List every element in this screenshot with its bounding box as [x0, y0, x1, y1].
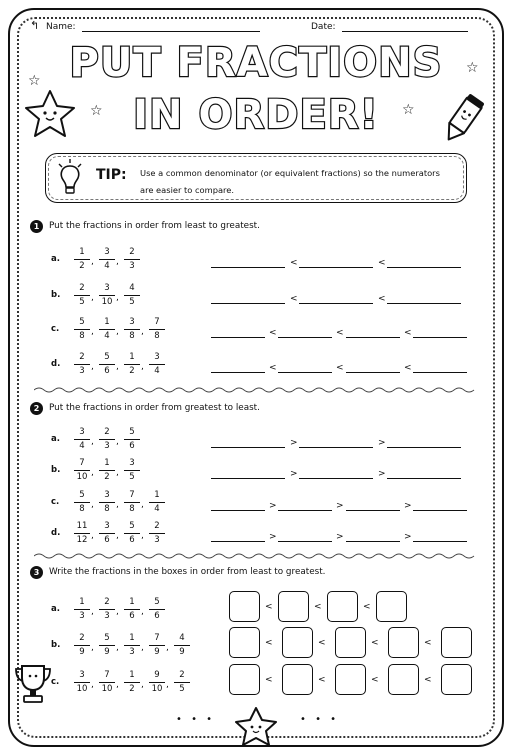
comparison-symbol: >	[404, 532, 412, 542]
comparison-symbol: <	[314, 602, 322, 612]
comparison-symbol: <	[424, 638, 432, 648]
answer-blank[interactable]	[299, 478, 373, 479]
answer-blank[interactable]	[413, 510, 467, 511]
problem-letter: a.	[51, 254, 60, 264]
problem-letter: a.	[51, 604, 60, 614]
comma-separator: ,	[116, 500, 119, 510]
denominator: 10	[101, 297, 113, 307]
numerator: 2	[174, 670, 190, 683]
comparison-symbol: <	[265, 638, 273, 648]
numerator: 1	[99, 317, 115, 330]
answer-box[interactable]	[229, 664, 260, 695]
comma-separator: ,	[116, 531, 119, 541]
answer-box[interactable]	[229, 627, 260, 658]
answer-blank[interactable]	[211, 372, 265, 373]
fraction	[124, 633, 140, 658]
section-3-title: Write the fractions in the boxes in order from least to greatest.	[49, 567, 326, 577]
denominator: 5	[79, 297, 85, 307]
comma-separator: ,	[166, 680, 169, 690]
numerator: 2	[74, 352, 90, 365]
denominator: 8	[79, 331, 85, 341]
comma-separator: ,	[141, 531, 144, 541]
answer-blank[interactable]	[278, 541, 332, 542]
fraction	[74, 521, 90, 546]
denominator: 2	[79, 261, 85, 271]
comparison-symbol: <	[265, 675, 273, 685]
denominator: 10	[151, 684, 163, 694]
section-3-number: 3	[30, 566, 43, 579]
footer-dots: • • •	[176, 714, 216, 725]
denominator: 4	[104, 331, 110, 341]
numerator: 2	[99, 427, 115, 440]
comparison-symbol: >	[378, 469, 386, 479]
fraction	[74, 247, 90, 272]
answer-blank[interactable]	[211, 267, 285, 268]
numerator: 3	[99, 521, 115, 534]
denominator: 4	[154, 366, 160, 376]
denominator: 4	[104, 261, 110, 271]
denominator: 6	[104, 535, 110, 545]
denominator: 4	[154, 504, 160, 514]
pencil-mark-icon: ↰	[30, 19, 40, 32]
numerator: 1	[124, 597, 140, 610]
denominator: 6	[104, 366, 110, 376]
comma-separator: ,	[116, 468, 119, 478]
numerator: 4	[124, 283, 140, 296]
fraction	[74, 633, 90, 658]
comma-separator: ,	[116, 362, 119, 372]
section-2-title: Put the fractions in order from greatest to least.	[49, 403, 260, 413]
comparison-symbol: <	[269, 328, 277, 338]
fraction	[124, 458, 140, 483]
denominator: 3	[129, 647, 135, 657]
numerator: 3	[74, 670, 90, 683]
fraction	[124, 317, 140, 342]
problem-letter: c.	[51, 324, 60, 334]
fraction	[124, 427, 140, 452]
numerator: 7	[149, 317, 165, 330]
denominator: 9	[104, 647, 110, 657]
footer-dots: • • •	[300, 714, 340, 725]
answer-blank[interactable]	[278, 510, 332, 511]
comma-separator: ,	[116, 607, 119, 617]
fraction	[74, 458, 90, 483]
fraction	[99, 352, 115, 377]
comma-separator: ,	[116, 680, 119, 690]
problem-letter: c.	[51, 497, 60, 507]
fraction	[124, 490, 140, 515]
comparison-symbol: >	[336, 501, 344, 511]
numerator: 7	[74, 458, 90, 471]
date-label: Date:	[311, 22, 336, 32]
comma-separator: ,	[91, 437, 94, 447]
fraction	[124, 283, 140, 308]
numerator: 7	[124, 490, 140, 503]
numerator: 3	[99, 283, 115, 296]
numerator: 1	[74, 597, 90, 610]
date-field[interactable]	[311, 22, 468, 32]
small-star-icon: ☆	[90, 103, 103, 119]
fraction	[124, 352, 140, 377]
comparison-symbol: >	[290, 469, 298, 479]
numerator: 2	[74, 283, 90, 296]
lightbulb-icon	[56, 158, 84, 198]
problem-letter: b.	[51, 290, 61, 300]
answer-box[interactable]	[376, 591, 407, 622]
comparison-symbol: <	[336, 328, 344, 338]
denominator: 2	[129, 684, 135, 694]
comparison-symbol: <	[424, 675, 432, 685]
denominator: 3	[104, 441, 110, 451]
comparison-symbol: <	[269, 363, 277, 373]
comparison-symbol: <	[290, 294, 298, 304]
fraction	[149, 633, 165, 658]
answer-blank[interactable]	[413, 337, 467, 338]
comma-separator: ,	[91, 680, 94, 690]
comma-separator: ,	[91, 607, 94, 617]
numerator: 7	[149, 633, 165, 646]
comparison-symbol: <	[371, 638, 379, 648]
comma-separator: ,	[116, 643, 119, 653]
numerator: 1	[149, 490, 165, 503]
comparison-symbol: >	[269, 501, 277, 511]
answer-blank[interactable]	[299, 267, 373, 268]
comma-separator: ,	[91, 500, 94, 510]
comparison-symbol: >	[404, 501, 412, 511]
denominator: 5	[129, 297, 135, 307]
answer-blank[interactable]	[278, 337, 332, 338]
fraction	[174, 633, 190, 658]
answer-box[interactable]	[282, 664, 313, 695]
comma-separator: ,	[91, 531, 94, 541]
comma-separator: ,	[141, 643, 144, 653]
answer-box[interactable]	[388, 627, 419, 658]
denominator: 3	[104, 611, 110, 621]
fraction	[149, 597, 165, 622]
comma-separator: ,	[116, 293, 119, 303]
numerator: 5	[124, 427, 140, 440]
denominator: 6	[129, 611, 135, 621]
answer-box[interactable]	[388, 664, 419, 695]
fraction	[99, 283, 115, 308]
fraction	[99, 670, 115, 695]
comma-separator: ,	[116, 437, 119, 447]
denominator: 8	[104, 504, 110, 514]
problem-letter: d.	[51, 359, 61, 369]
fraction	[74, 597, 90, 622]
numerator: 7	[99, 670, 115, 683]
denominator: 8	[129, 504, 135, 514]
fraction	[99, 427, 115, 452]
page-title-line2: IN ORDER!	[133, 92, 379, 138]
problem-letter: b.	[51, 640, 61, 650]
name-label: Name:	[46, 22, 76, 32]
denominator: 2	[104, 472, 110, 482]
answer-blank[interactable]	[346, 337, 400, 338]
denominator: 2	[129, 366, 135, 376]
answer-box[interactable]	[441, 627, 472, 658]
comparison-symbol: >	[378, 438, 386, 448]
fraction	[74, 352, 90, 377]
fraction	[74, 490, 90, 515]
small-star-icon: ☆	[28, 73, 41, 89]
fraction	[124, 247, 140, 272]
fraction	[99, 317, 115, 342]
denominator: 8	[79, 504, 85, 514]
denominator: 6	[129, 441, 135, 451]
date-line[interactable]	[342, 31, 468, 32]
answer-blank[interactable]	[211, 541, 265, 542]
comma-separator: ,	[91, 468, 94, 478]
numerator: 5	[99, 633, 115, 646]
answer-box[interactable]	[335, 664, 366, 695]
star-mascot-icon	[233, 706, 279, 748]
comparison-symbol: <	[318, 638, 326, 648]
numerator: 5	[124, 521, 140, 534]
fraction	[124, 670, 140, 695]
comma-separator: ,	[91, 362, 94, 372]
denominator: 9	[179, 647, 185, 657]
answer-blank[interactable]	[413, 541, 467, 542]
wavy-divider	[34, 552, 476, 560]
fraction	[99, 597, 115, 622]
numerator: 2	[149, 521, 165, 534]
numerator: 3	[124, 317, 140, 330]
numerator: 3	[74, 427, 90, 440]
numerator: 5	[99, 352, 115, 365]
comparison-symbol: <	[290, 258, 298, 268]
numerator: 1	[99, 458, 115, 471]
answer-blank[interactable]	[211, 337, 265, 338]
star-mascot-icon	[22, 88, 78, 140]
name-field[interactable]	[46, 22, 260, 32]
comma-separator: ,	[141, 500, 144, 510]
numerator: 4	[174, 633, 190, 646]
denominator: 6	[129, 535, 135, 545]
comma-separator: ,	[141, 607, 144, 617]
fraction	[99, 458, 115, 483]
comma-separator: ,	[166, 643, 169, 653]
comma-separator: ,	[91, 257, 94, 267]
numerator: 2	[99, 597, 115, 610]
answer-box[interactable]	[282, 627, 313, 658]
fraction	[149, 521, 165, 546]
denominator: 12	[76, 535, 88, 545]
fraction	[149, 317, 165, 342]
comparison-symbol: >	[336, 532, 344, 542]
denominator: 8	[129, 331, 135, 341]
answer-blank[interactable]	[211, 447, 285, 448]
small-star-icon: ☆	[402, 102, 415, 118]
denominator: 8	[154, 331, 160, 341]
answer-blank[interactable]	[346, 541, 400, 542]
numerator: 3	[99, 247, 115, 260]
answer-blank[interactable]	[211, 303, 285, 304]
denominator: 4	[79, 441, 85, 451]
denominator: 5	[179, 684, 185, 694]
numerator: 9	[149, 670, 165, 683]
numerator: 1	[124, 633, 140, 646]
section-1-number: 1	[30, 220, 43, 233]
comma-separator: ,	[91, 327, 94, 337]
comma-separator: ,	[141, 362, 144, 372]
numerator: 5	[74, 490, 90, 503]
wavy-divider	[34, 386, 476, 394]
denominator: 3	[79, 611, 85, 621]
denominator: 10	[101, 684, 113, 694]
comma-separator: ,	[141, 327, 144, 337]
section-2-number: 2	[30, 402, 43, 415]
comparison-symbol: >	[269, 532, 277, 542]
answer-blank[interactable]	[278, 372, 332, 373]
answer-box[interactable]	[441, 664, 472, 695]
name-line[interactable]	[82, 31, 260, 32]
comparison-symbol: <	[378, 294, 386, 304]
comparison-symbol: <	[404, 363, 412, 373]
fraction	[99, 633, 115, 658]
answer-blank[interactable]	[387, 267, 461, 268]
fraction	[74, 427, 90, 452]
problem-letter: b.	[51, 465, 61, 475]
fraction	[124, 597, 140, 622]
denominator: 10	[76, 472, 88, 482]
answer-box[interactable]	[335, 627, 366, 658]
tip-text: Use a common denominator (or equivalent fractions) so the numerators are easier to compare.	[140, 168, 440, 195]
comparison-symbol: <	[265, 602, 273, 612]
comparison-symbol: <	[371, 675, 379, 685]
fraction	[149, 352, 165, 377]
numerator: 1	[124, 670, 140, 683]
answer-blank[interactable]	[387, 303, 461, 304]
fraction	[74, 283, 90, 308]
denominator: 3	[79, 366, 85, 376]
answer-blank[interactable]	[387, 478, 461, 479]
comparison-symbol: <	[404, 328, 412, 338]
answer-box[interactable]	[327, 591, 358, 622]
fraction	[99, 490, 115, 515]
comma-separator: ,	[116, 327, 119, 337]
fraction	[149, 670, 165, 695]
answer-box[interactable]	[229, 591, 260, 622]
section-1-title: Put the fractions in order from least to greatest.	[49, 221, 260, 231]
comparison-symbol: <	[378, 258, 386, 268]
denominator: 9	[154, 647, 160, 657]
comma-separator: ,	[91, 643, 94, 653]
numerator: 3	[149, 352, 165, 365]
numerator: 2	[74, 633, 90, 646]
answer-blank[interactable]	[299, 303, 373, 304]
answer-blank[interactable]	[413, 372, 467, 373]
answer-blank[interactable]	[211, 478, 285, 479]
pencil-mascot-icon	[438, 92, 488, 146]
answer-blank[interactable]	[346, 372, 400, 373]
fraction	[149, 490, 165, 515]
numerator: 1	[124, 352, 140, 365]
numerator: 2	[124, 247, 140, 260]
denominator: 10	[76, 684, 88, 694]
comparison-symbol: <	[318, 675, 326, 685]
denominator: 6	[154, 611, 160, 621]
fraction	[74, 670, 90, 695]
comma-separator: ,	[91, 293, 94, 303]
comparison-symbol: <	[363, 602, 371, 612]
problem-letter: c.	[51, 677, 60, 687]
tip-label: TIP:	[96, 167, 127, 183]
denominator: 9	[79, 647, 85, 657]
answer-blank[interactable]	[299, 447, 373, 448]
numerator: 11	[74, 521, 90, 534]
numerator: 5	[74, 317, 90, 330]
answer-blank[interactable]	[211, 510, 265, 511]
trophy-icon	[12, 660, 54, 708]
problem-letter: a.	[51, 434, 60, 444]
comma-separator: ,	[116, 257, 119, 267]
denominator: 3	[154, 535, 160, 545]
comparison-symbol: <	[336, 363, 344, 373]
numerator: 1	[74, 247, 90, 260]
fraction	[99, 521, 115, 546]
fraction	[174, 670, 190, 695]
comparison-symbol: >	[290, 438, 298, 448]
fraction	[124, 521, 140, 546]
page-title-line1: PUT FRACTIONS	[69, 40, 443, 86]
answer-box[interactable]	[278, 591, 309, 622]
answer-blank[interactable]	[346, 510, 400, 511]
numerator: 3	[99, 490, 115, 503]
denominator: 3	[129, 261, 135, 271]
fraction	[99, 247, 115, 272]
fraction	[74, 317, 90, 342]
denominator: 5	[129, 472, 135, 482]
comma-separator: ,	[141, 680, 144, 690]
answer-blank[interactable]	[387, 447, 461, 448]
problem-letter: d.	[51, 528, 61, 538]
small-star-icon: ☆	[466, 60, 479, 76]
numerator: 5	[149, 597, 165, 610]
numerator: 3	[124, 458, 140, 471]
